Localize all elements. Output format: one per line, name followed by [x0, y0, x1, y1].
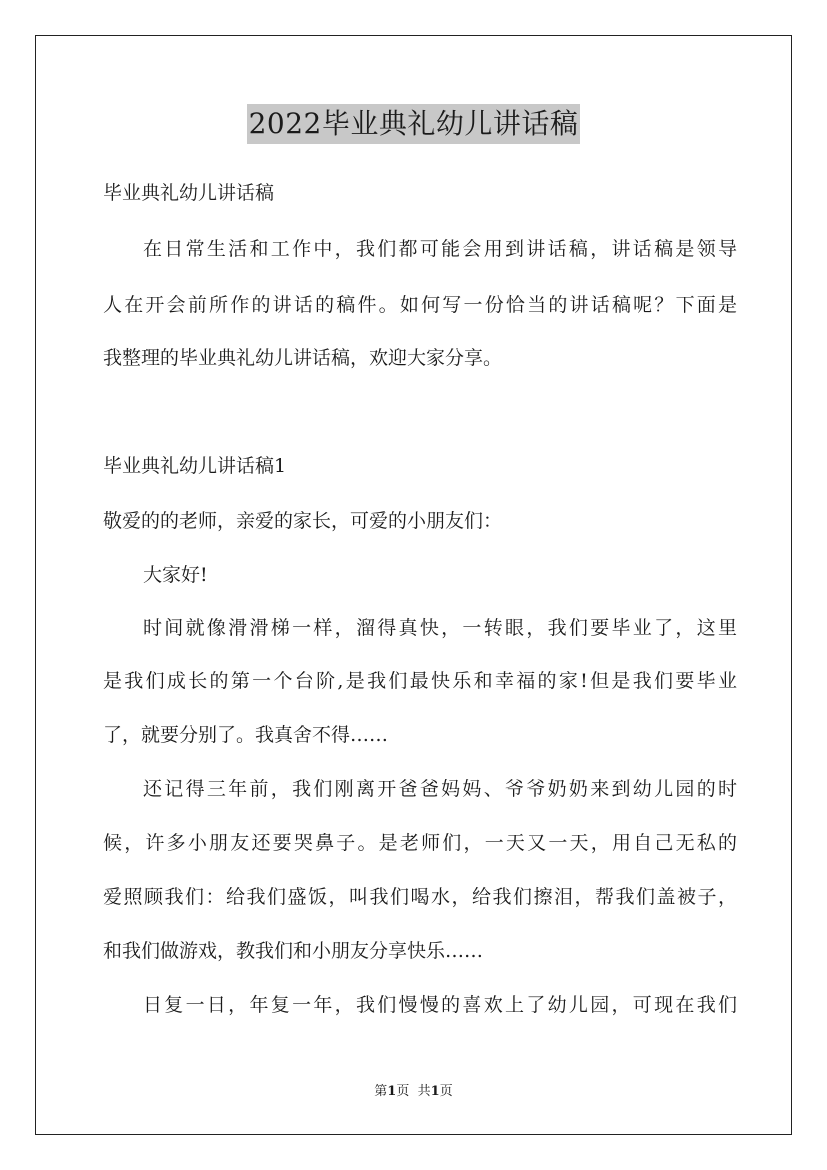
intro-line-2: 人在开会前所作的讲话的稿件。如何写一份恰当的讲话稿呢？下面是 — [103, 294, 737, 316]
para2-line-3: 爱照顾我们：给我们盛饭，叫我们喝水，给我们擦泪，帮我们盖被子， — [103, 886, 737, 908]
page-suffix: 页 — [396, 1084, 410, 1099]
section-heading: 毕业典礼幼儿讲话稿1 — [103, 455, 287, 477]
intro-line-1: 在日常生活和工作中，我们都可能会用到讲话稿，讲话稿是领导 — [143, 238, 737, 260]
document-subtitle: 毕业典礼幼儿讲话稿 — [103, 182, 275, 204]
para1-line-1: 时间就像滑滑梯一样，溜得真快，一转眼，我们要毕业了，这里 — [143, 617, 737, 639]
page-prefix: 第 — [374, 1084, 388, 1099]
greeting: 大家好! — [143, 564, 208, 586]
title-container — [0, 104, 827, 144]
page-number: 1 — [387, 1084, 397, 1099]
intro-line-3: 我整理的毕业典礼幼儿讲话稿，欢迎大家分享。 — [103, 347, 503, 369]
total-prefix: 共 — [417, 1084, 431, 1099]
total-pages: 1 — [430, 1084, 440, 1099]
para1-line-2: 是我们成长的第一个台阶,是我们最快乐和幸福的家!但是我们要毕业 — [103, 670, 737, 692]
para2-line-4: 和我们做游戏，教我们和小朋友分享快乐…… — [103, 940, 484, 962]
para2-line-1: 还记得三年前，我们刚离开爸爸妈妈、爷爷奶奶来到幼儿园的时 — [143, 778, 737, 800]
para1-line-3: 了，就要分别了。我真舍不得…… — [103, 724, 389, 746]
total-suffix: 页 — [439, 1084, 453, 1099]
document-title: 2022毕业典礼幼儿讲话稿 — [247, 104, 581, 144]
para3-line-1: 日复一日，年复一年，我们慢慢的喜欢上了幼儿园，可现在我们 — [143, 994, 737, 1016]
salutation: 敬爱的的老师，亲爱的家长，可爱的小朋友们： — [103, 510, 503, 532]
page-footer — [0, 1083, 827, 1101]
para2-line-2: 候，许多小朋友还要哭鼻子。是老师们，一天又一天，用自己无私的 — [103, 832, 737, 854]
